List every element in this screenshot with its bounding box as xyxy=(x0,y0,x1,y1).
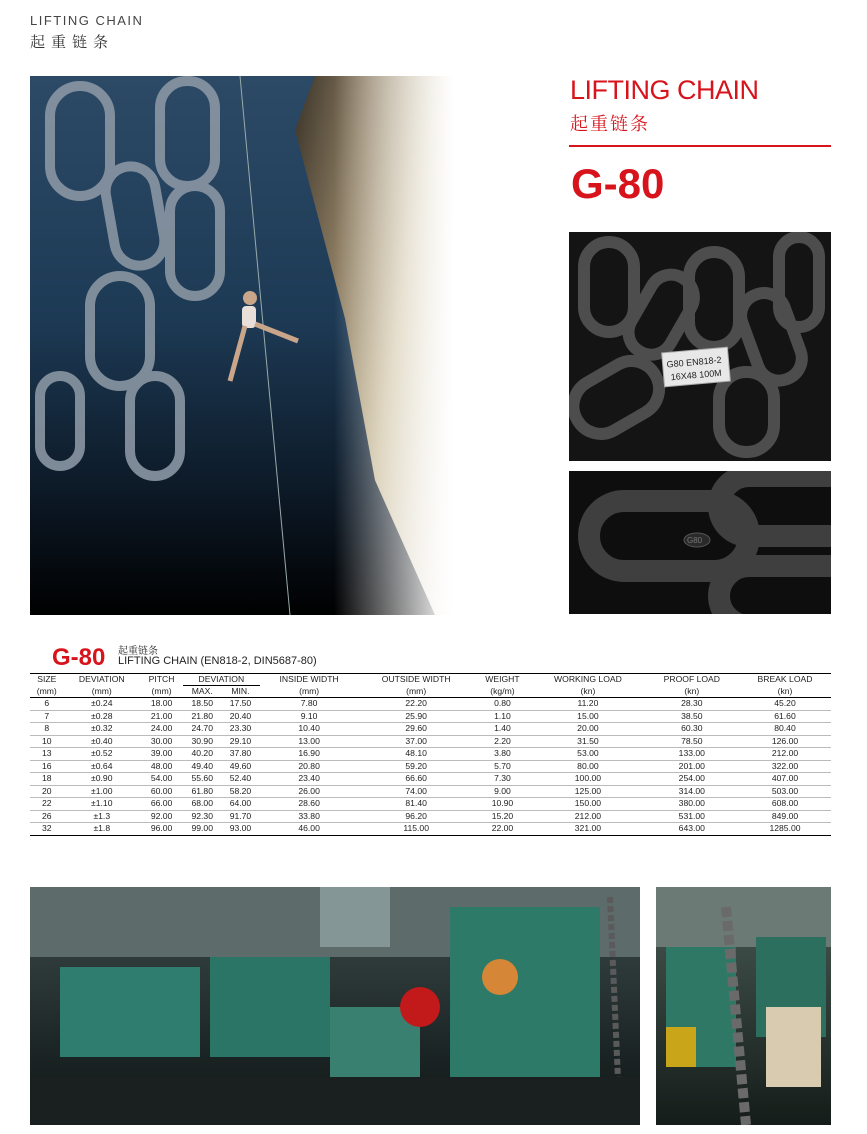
table-cell: 1.40 xyxy=(474,723,532,736)
table-cell: 322.00 xyxy=(739,760,831,773)
table-row xyxy=(30,798,831,811)
table-cell: 60.00 xyxy=(140,785,183,798)
table-cell: 17.50 xyxy=(221,698,259,711)
table-cell: 15.20 xyxy=(474,810,532,823)
table-cell: 21.80 xyxy=(183,710,221,723)
table-cell: 40.20 xyxy=(183,748,221,761)
table-cell: 13 xyxy=(30,748,64,761)
table-cell: 39.00 xyxy=(140,748,183,761)
table-title-cn: 起重链条 xyxy=(118,646,158,657)
table-cell: 49.40 xyxy=(183,760,221,773)
col-weight: WEIGHT xyxy=(474,674,532,686)
table-cell: 37.00 xyxy=(359,735,474,748)
table-cell: 531.00 xyxy=(645,810,739,823)
table-cell: 66.60 xyxy=(359,773,474,786)
table-cell: 15.00 xyxy=(531,710,644,723)
table-cell: 6 xyxy=(30,698,64,711)
table-cell: 38.50 xyxy=(645,710,739,723)
table-cell: 96.20 xyxy=(359,810,474,823)
table-cell: 24.00 xyxy=(140,723,183,736)
table-cell: 26.00 xyxy=(260,785,359,798)
table-cell: 32 xyxy=(30,823,64,836)
table-cell: 3.80 xyxy=(474,748,532,761)
table-cell: 20 xyxy=(30,785,64,798)
table-cell: 321.00 xyxy=(531,823,644,836)
table-cell: 37.80 xyxy=(221,748,259,761)
table-cell: 54.00 xyxy=(140,773,183,786)
table-subtitle: LIFTING CHAIN (EN818-2, DIN5687-80) xyxy=(118,655,317,667)
unit-outside: (mm) xyxy=(359,686,474,698)
title-cn: 起重链条 xyxy=(570,114,650,135)
table-cell: 16 xyxy=(30,760,64,773)
table-cell: 53.00 xyxy=(531,748,644,761)
table-cell: 13.00 xyxy=(260,735,359,748)
table-cell: 150.00 xyxy=(531,798,644,811)
table-cell: 9.10 xyxy=(260,710,359,723)
chain-pile-photo xyxy=(569,232,831,461)
table-cell: 314.00 xyxy=(645,785,739,798)
table-cell: 100.00 xyxy=(531,773,644,786)
table-cell: ±1.00 xyxy=(64,785,140,798)
table-cell: 66.00 xyxy=(140,798,183,811)
unit-proof: (kn) xyxy=(645,686,739,698)
table-cell: 2.20 xyxy=(474,735,532,748)
table-cell: 125.00 xyxy=(531,785,644,798)
table-cell: 60.30 xyxy=(645,723,739,736)
table-cell: ±0.28 xyxy=(64,710,140,723)
grade-title: G-80 xyxy=(571,160,665,207)
table-cell: 61.80 xyxy=(183,785,221,798)
table-cell: ±1.3 xyxy=(64,810,140,823)
table-cell: 23.30 xyxy=(221,723,259,736)
table-cell: 608.00 xyxy=(739,798,831,811)
table-cell: 30.00 xyxy=(140,735,183,748)
header-title-en: LIFTING CHAIN xyxy=(30,13,144,28)
table-cell: 30.90 xyxy=(183,735,221,748)
table-cell: 115.00 xyxy=(359,823,474,836)
table-cell: 7 xyxy=(30,710,64,723)
table-cell: 126.00 xyxy=(739,735,831,748)
table-cell: ±0.52 xyxy=(64,748,140,761)
table-cell: 29.10 xyxy=(221,735,259,748)
table-cell: 96.00 xyxy=(140,823,183,836)
table-cell: 31.50 xyxy=(531,735,644,748)
table-cell: 20.00 xyxy=(531,723,644,736)
table-cell: 64.00 xyxy=(221,798,259,811)
table-cell: 11.20 xyxy=(531,698,644,711)
table-row xyxy=(30,748,831,761)
table-cell: 49.60 xyxy=(221,760,259,773)
unit-size: (mm) xyxy=(30,686,64,698)
table-cell: 254.00 xyxy=(645,773,739,786)
table-cell: 99.00 xyxy=(183,823,221,836)
table-cell: 212.00 xyxy=(739,748,831,761)
table-cell: 18.50 xyxy=(183,698,221,711)
table-row xyxy=(30,823,831,836)
col-working-load: WORKING LOAD xyxy=(531,674,644,686)
unit-deviation: (mm) xyxy=(64,686,140,698)
table-cell: 407.00 xyxy=(739,773,831,786)
table-cell: ±0.64 xyxy=(64,760,140,773)
unit-break: (kn) xyxy=(739,686,831,698)
table-cell: 25.90 xyxy=(359,710,474,723)
col-break-load: BREAK LOAD xyxy=(739,674,831,686)
table-cell: 22.20 xyxy=(359,698,474,711)
table-cell: ±0.24 xyxy=(64,698,140,711)
table-cell: 1.10 xyxy=(474,710,532,723)
table-cell: 78.50 xyxy=(645,735,739,748)
table-cell: 46.00 xyxy=(260,823,359,836)
table-cell: 643.00 xyxy=(645,823,739,836)
unit-weight: (kg/m) xyxy=(474,686,532,698)
table-cell: 28.30 xyxy=(645,698,739,711)
table-row xyxy=(30,723,831,736)
table-cell: ±0.32 xyxy=(64,723,140,736)
table-cell: 58.20 xyxy=(221,785,259,798)
table-cell: 7.30 xyxy=(474,773,532,786)
col-deviation: DEVIATION xyxy=(64,674,140,686)
table-cell: 59.20 xyxy=(359,760,474,773)
unit-pitch: (mm) xyxy=(140,686,183,698)
table-cell: 21.00 xyxy=(140,710,183,723)
unit-working: (kn) xyxy=(531,686,644,698)
spec-table xyxy=(30,673,831,836)
table-cell: 26 xyxy=(30,810,64,823)
title-en: LIFTING CHAIN xyxy=(570,75,759,105)
table-cell: 80.00 xyxy=(531,760,644,773)
table-cell: 24.70 xyxy=(183,723,221,736)
table-cell: 201.00 xyxy=(645,760,739,773)
col-size: SIZE xyxy=(30,674,64,686)
table-cell: 18.00 xyxy=(140,698,183,711)
table-cell: 48.10 xyxy=(359,748,474,761)
table-row xyxy=(30,773,831,786)
title-divider xyxy=(569,145,831,147)
table-cell: 48.00 xyxy=(140,760,183,773)
table-cell: 20.40 xyxy=(221,710,259,723)
table-cell: 10.40 xyxy=(260,723,359,736)
table-cell: 10.90 xyxy=(474,798,532,811)
table-cell: 33.80 xyxy=(260,810,359,823)
table-cell: 380.00 xyxy=(645,798,739,811)
col-pitch: PITCH xyxy=(140,674,183,686)
col-outside-width: OUTSIDE WIDTH xyxy=(359,674,474,686)
table-cell: 503.00 xyxy=(739,785,831,798)
table-cell: 16.90 xyxy=(260,748,359,761)
table-cell: 29.60 xyxy=(359,723,474,736)
link-stamp: G80 xyxy=(687,536,703,545)
col-min: MIN. xyxy=(221,686,259,698)
table-cell: 7.80 xyxy=(260,698,359,711)
table-cell: 0.80 xyxy=(474,698,532,711)
table-cell: 22 xyxy=(30,798,64,811)
table-cell: 91.70 xyxy=(221,810,259,823)
chain-link-closeup-photo xyxy=(569,471,831,614)
unit-inside: (mm) xyxy=(260,686,359,698)
table-cell: 212.00 xyxy=(531,810,644,823)
table-row xyxy=(30,785,831,798)
hero-fade xyxy=(334,76,454,615)
table-cell: 20.80 xyxy=(260,760,359,773)
table-cell: 93.00 xyxy=(221,823,259,836)
hero-climber-photo xyxy=(30,76,454,615)
col-max: MAX. xyxy=(183,686,221,698)
table-cell: 9.00 xyxy=(474,785,532,798)
table-cell: 28.60 xyxy=(260,798,359,811)
table-cell: 61.60 xyxy=(739,710,831,723)
factory-machinery-photo xyxy=(30,887,640,1125)
table-cell: 133.00 xyxy=(645,748,739,761)
table-row xyxy=(30,760,831,773)
tag-line1: G80 EN818-2 xyxy=(666,354,722,370)
table-row xyxy=(30,710,831,723)
table-cell: 23.40 xyxy=(260,773,359,786)
table-cell: 5.70 xyxy=(474,760,532,773)
table-cell: 52.40 xyxy=(221,773,259,786)
table-cell: 8 xyxy=(30,723,64,736)
table-cell: 45.20 xyxy=(739,698,831,711)
col-pitch-deviation: DEVIATION xyxy=(183,674,259,686)
table-grade: G-80 xyxy=(52,644,106,671)
chain-tag-label xyxy=(662,347,731,387)
table-cell: 92.00 xyxy=(140,810,183,823)
table-row xyxy=(30,810,831,823)
header-title-cn: 起重链条 xyxy=(30,33,115,51)
table-cell: 849.00 xyxy=(739,810,831,823)
table-cell: 22.00 xyxy=(474,823,532,836)
table-cell: 92.30 xyxy=(183,810,221,823)
table-cell: ±0.90 xyxy=(64,773,140,786)
table-cell: ±0.40 xyxy=(64,735,140,748)
table-row xyxy=(30,735,831,748)
table-row xyxy=(30,698,831,711)
table-cell: ±1.8 xyxy=(64,823,140,836)
table-cell: 55.60 xyxy=(183,773,221,786)
table-cell: 74.00 xyxy=(359,785,474,798)
table-cell: 10 xyxy=(30,735,64,748)
col-proof-load: PROOF LOAD xyxy=(645,674,739,686)
tag-line2: 16X48 100M xyxy=(670,367,723,383)
table-cell: ±1.10 xyxy=(64,798,140,811)
table-cell: 80.40 xyxy=(739,723,831,736)
table-cell: 1285.00 xyxy=(739,823,831,836)
factory-chain-line-photo xyxy=(656,887,831,1125)
table-cell: 81.40 xyxy=(359,798,474,811)
table-cell: 68.00 xyxy=(183,798,221,811)
col-inside-width: INSIDE WIDTH xyxy=(260,674,359,686)
table-cell: 18 xyxy=(30,773,64,786)
